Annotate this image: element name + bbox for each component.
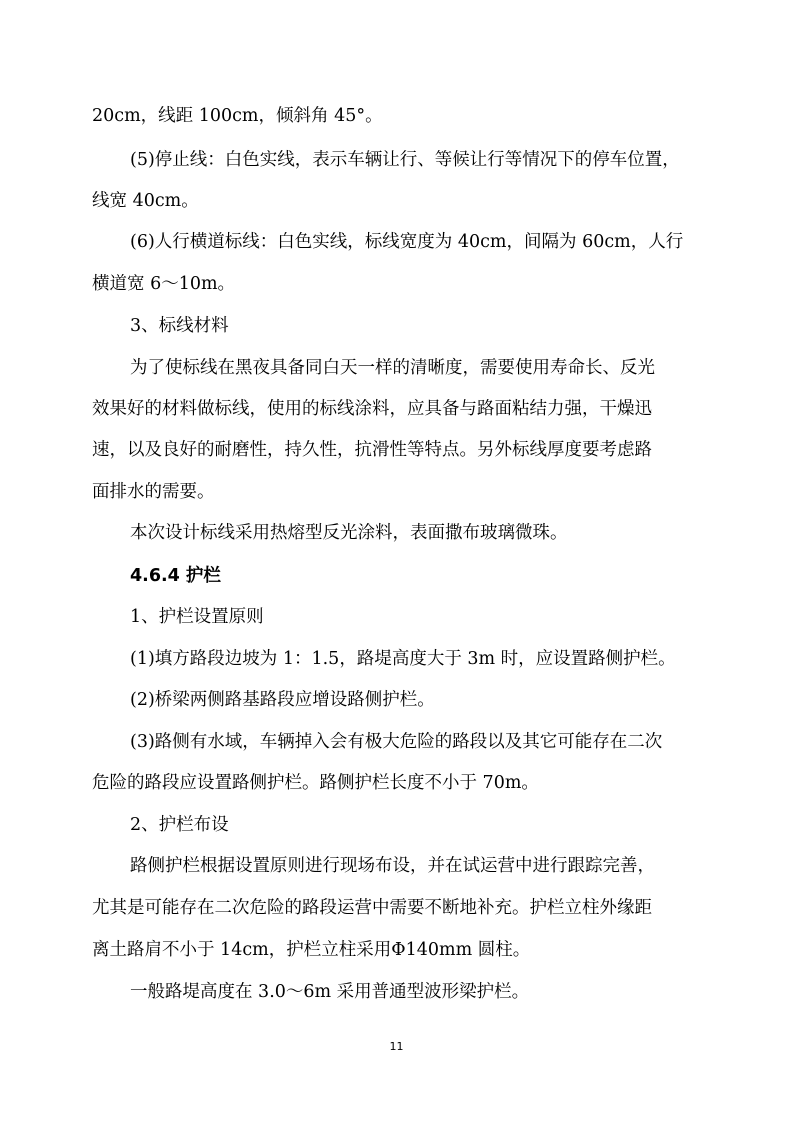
body-text-line: (6)人行横道标线：白色实线，标线宽度为 40cm，间隔为 60cm，人行 [130,232,684,252]
body-text-line: 一般路堤高度在 3.0～6m 采用普通型波形梁护栏。 [130,982,530,1002]
body-text-line: (5)停止线：白色实线，表示车辆让行、等候让行等情况下的停车位置， [130,150,680,170]
page-number: 11 [389,1040,404,1053]
body-text-line: 离土路肩不小于 14cm，护栏立柱采用Φ140mm 圆柱。 [92,940,531,960]
body-text-line: 横道宽 6～10m。 [92,274,236,294]
body-text-line: 20cm，线距 100cm，倾斜角 45°。 [92,106,383,126]
section-subheading: 3、标线材料 [130,316,229,336]
body-text-line: 线宽 40cm。 [92,191,199,211]
body-text-line: 路侧护栏根据设置原则进行现场布设，并在试运营中进行跟踪完善， [130,856,655,876]
body-text-line: 本次设计标线采用热熔型反光涂料，表面撒布玻璃微珠。 [130,523,568,543]
body-text-line: 为了使标线在黑夜具备同白天一样的清晰度，需要使用寿命长、反光 [130,358,655,378]
section-subheading: 1、护栏设置原则 [130,607,264,627]
body-text-line: (1)填方路段边坡为 1：1.5，路堤高度大于 3m 时，应设置路侧护栏。 [130,649,676,669]
section-subheading: 2、护栏布设 [130,815,229,835]
body-text-line: 速，以及良好的耐磨性，持久性，抗滑性等特点。另外标线厚度要考虑路 [92,440,652,460]
body-text-line: 效果好的材料做标线，使用的标线涂料，应具备与路面粘结力强，干燥迅 [92,399,652,419]
body-text-line: (3)路侧有水域，车辆掉入会有极大危险的路段以及其它可能存在二次 [130,732,663,752]
section-heading: 4.6.4 护栏 [130,566,221,586]
body-text-line: 尤其是可能存在二次危险的路段运营中需要不断地补充。护栏立柱外缘距 [92,898,652,918]
body-text-line: (2)桥梁两侧路基路段应增设路侧护栏。 [130,690,435,710]
body-text-line: 危险的路段应设置路侧护栏。路侧护栏长度不小于 70m。 [92,773,539,793]
body-text-line: 面排水的需要。 [92,482,215,502]
